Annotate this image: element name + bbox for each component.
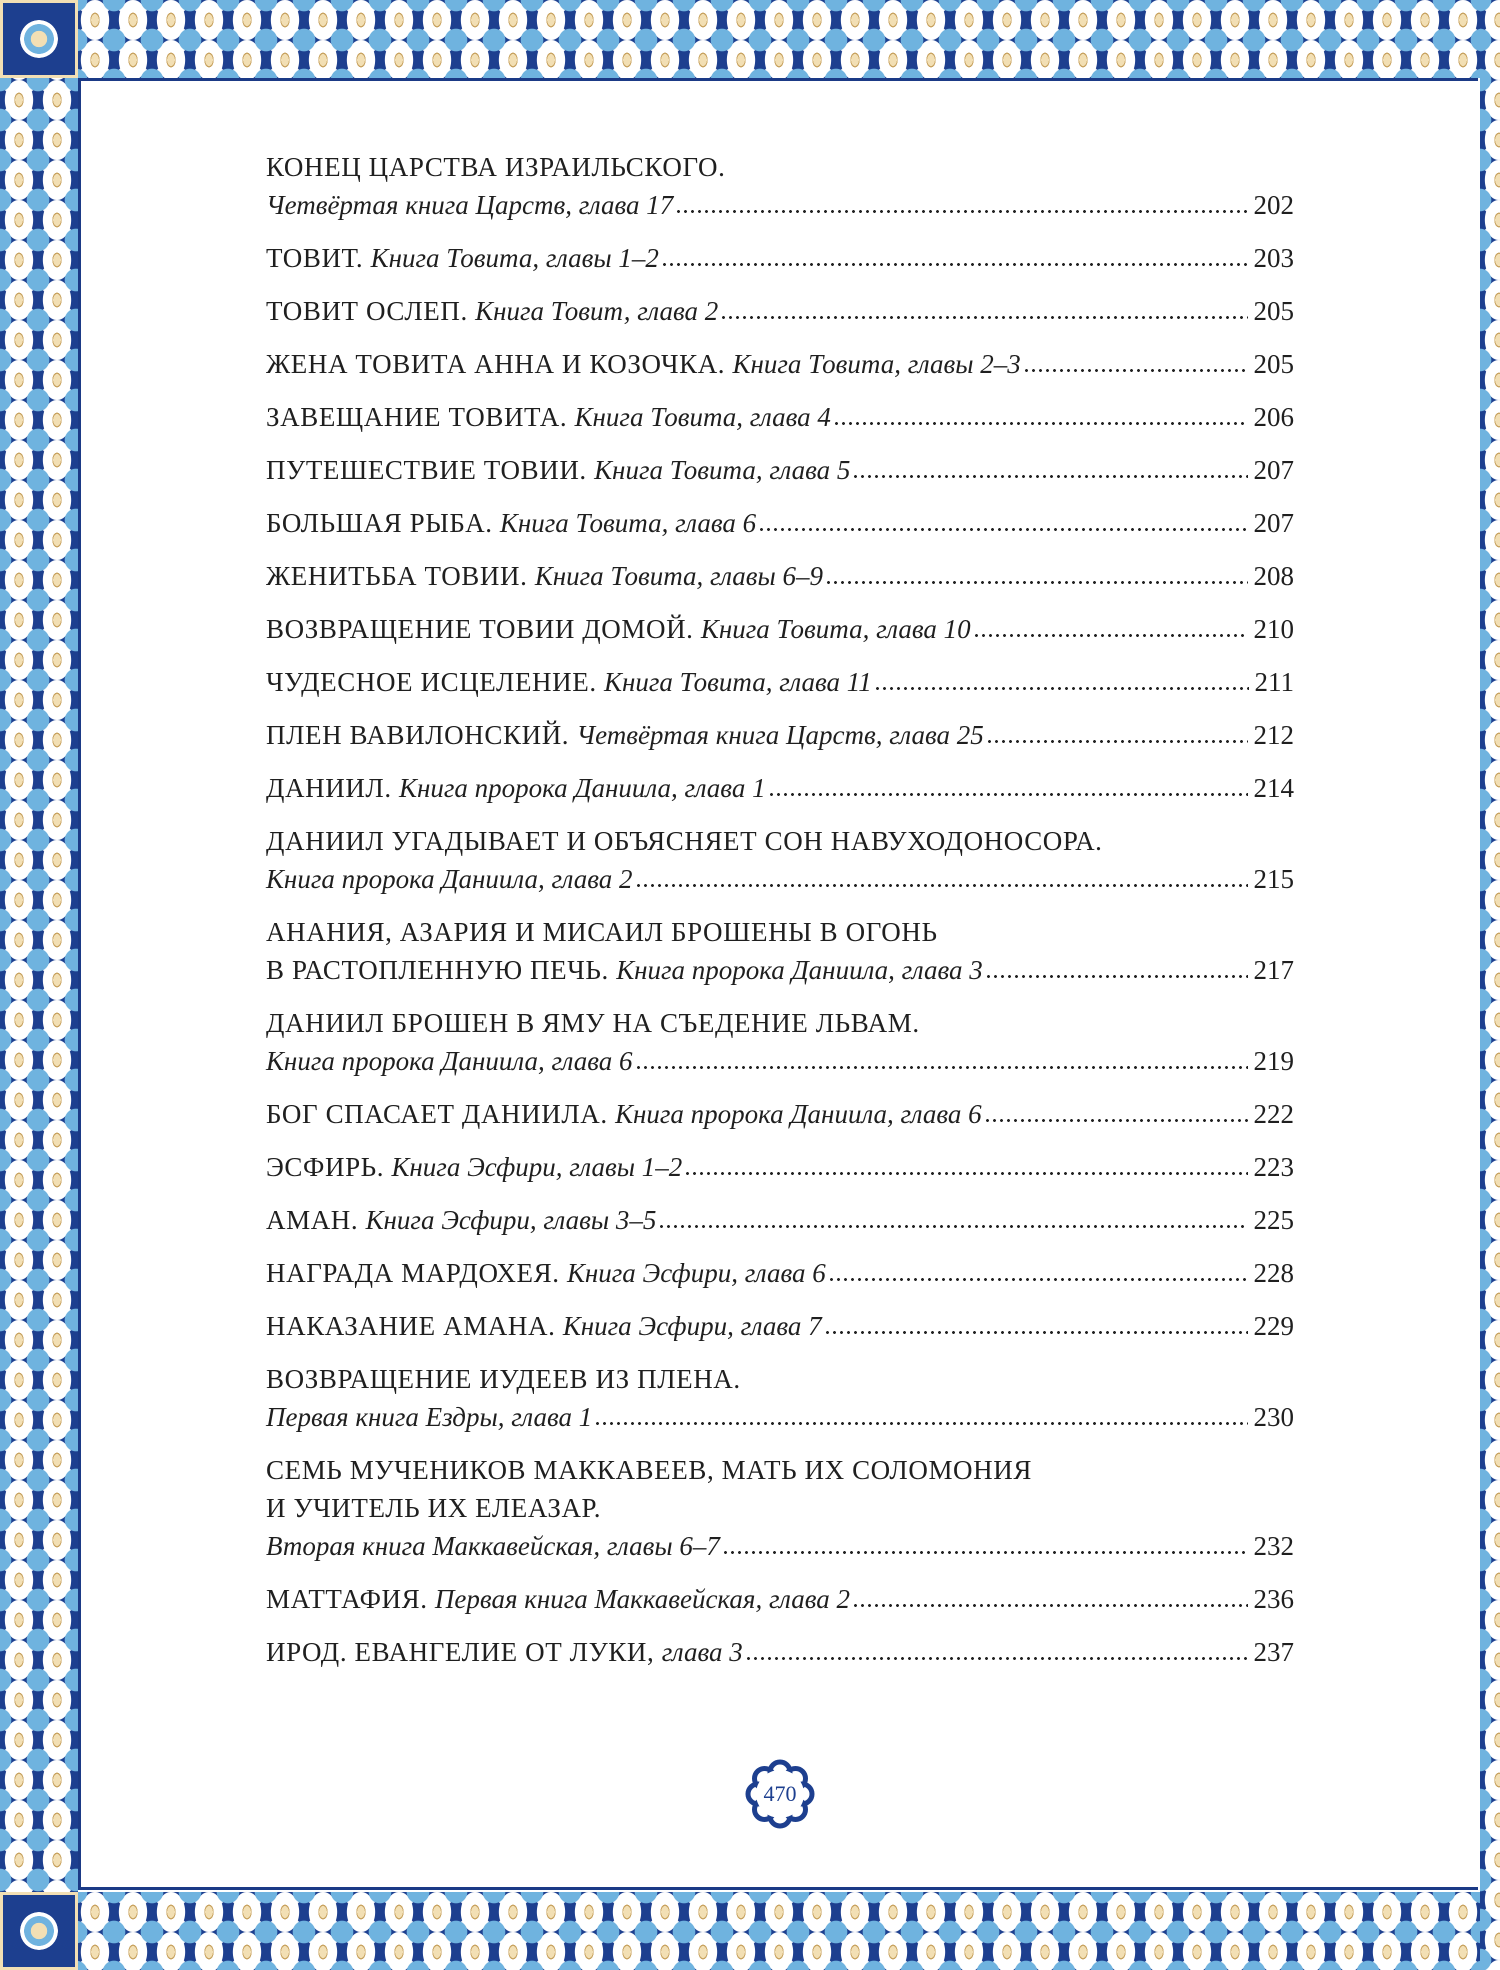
toc-entry-title: ПЛЕН ВАВИЛОНСКИЙ.: [266, 720, 577, 750]
toc-entry-line: [266, 913, 1294, 951]
toc-entry-text: [266, 1148, 682, 1186]
toc-entry-final-line: [266, 345, 1294, 383]
toc-entry-text: [266, 610, 971, 648]
toc-entry-text: [266, 860, 633, 898]
corner-ornament-icon: [0, 0, 78, 78]
toc-page-number: 207: [1253, 455, 1294, 485]
ornamental-border-left: [0, 0, 78, 1970]
page-number: 470: [763, 1781, 797, 1806]
ornamental-border-bottom: [0, 1892, 1500, 1970]
page-number-badge: [744, 1758, 816, 1830]
toc-page-number: 222: [1253, 1099, 1294, 1129]
toc-entry: [266, 1633, 1294, 1671]
toc-entry-title: МАТТАФИЯ.: [266, 1584, 435, 1614]
toc-entry-text: [266, 1364, 741, 1394]
toc-entry-final-line: [266, 951, 1294, 989]
toc-entry-text: [266, 292, 718, 330]
toc-entry-title: ДАНИИЛ.: [266, 773, 400, 803]
toc-page-number: 215: [1253, 864, 1294, 894]
toc-entry: [266, 1148, 1294, 1186]
toc-entry-final-line: [266, 504, 1294, 542]
toc-entry-reference: Книга Эсфири, глава 7: [562, 1311, 822, 1341]
toc-entry-text: [266, 152, 725, 182]
toc-page-number: 236: [1253, 1584, 1294, 1614]
toc-entry-reference: Книга Эсфири, главы 1–2: [391, 1152, 683, 1182]
toc-entry-reference: Книга пророка Даниила, глава 3: [616, 955, 983, 985]
toc-entry-title: ЭСФИРЬ.: [266, 1152, 392, 1182]
toc-entry: [266, 663, 1294, 701]
toc-entry-reference: Вторая книга Маккавейская, главы 6–7: [266, 1531, 720, 1561]
toc-entry-final-line: [266, 663, 1294, 701]
table-of-contents: [266, 148, 1294, 1686]
dot-leader: [824, 1330, 1248, 1335]
toc-page-number: 212: [1253, 720, 1294, 750]
toc-page-number: 205: [1253, 349, 1294, 379]
toc-entry-text: [266, 1455, 1032, 1485]
toc-entry-title: КОНЕЦ ЦАРСТВА ИЗРАИЛЬСКОГО.: [266, 152, 726, 182]
toc-entry-line: [266, 1004, 1294, 1042]
dot-leader: [745, 1656, 1248, 1661]
toc-entry-text: [266, 1398, 592, 1436]
toc-entry-text: [266, 663, 872, 701]
toc-entry: [266, 716, 1294, 754]
toc-entry-final-line: [266, 186, 1294, 224]
toc-entry-final-line: [266, 1148, 1294, 1186]
toc-entry-line: [266, 1489, 1294, 1527]
toc-entry-title: СЕМЬ МУЧЕНИКОВ МАККАВЕЕВ, МАТЬ ИХ СОЛОМОНИЯ: [266, 1455, 1032, 1485]
toc-entry-reference: Книга Товит, глава 2: [475, 296, 719, 326]
toc-entry-reference: Книга Товита, главы 1–2: [370, 243, 659, 273]
toc-entry-text: [266, 951, 983, 989]
toc-entry: [266, 398, 1294, 436]
toc-entry-reference: Четвёртая книга Царств, глава 17: [266, 190, 674, 220]
toc-entry: [266, 913, 1294, 989]
toc-entry-title: ДАНИИЛ УГАДЫВАЕТ И ОБЪЯСНЯЕТ СОН НАВУХОДОНОСОРА.: [266, 826, 1103, 856]
dot-leader: [973, 633, 1248, 638]
toc-entry-reference: Первая книга Маккавейская, глава 2: [434, 1584, 851, 1614]
toc-entry-text: [266, 1042, 633, 1080]
toc-entry: [266, 345, 1294, 383]
toc-entry-final-line: [266, 1398, 1294, 1436]
toc-entry-final-line: [266, 716, 1294, 754]
dot-leader: [675, 209, 1247, 214]
dot-leader: [984, 1118, 1248, 1123]
toc-entry-text: [266, 186, 673, 224]
toc-page-number: 225: [1253, 1205, 1294, 1235]
toc-page-number: 229: [1253, 1311, 1294, 1341]
dot-leader: [768, 792, 1248, 797]
toc-entry: [266, 451, 1294, 489]
toc-entry-reference: Книга Товита, главы 6–9: [534, 561, 824, 591]
toc-page-number: 230: [1253, 1402, 1294, 1432]
toc-entry-line: [266, 1451, 1294, 1489]
toc-entry-final-line: [266, 1527, 1294, 1565]
dot-leader: [825, 580, 1247, 585]
ornamental-border-top: [0, 0, 1500, 78]
toc-entry-final-line: [266, 1201, 1294, 1239]
toc-page-number: 211: [1254, 667, 1294, 697]
toc-entry-text: [266, 345, 1021, 383]
toc-entry-final-line: [266, 557, 1294, 595]
toc-entry-reference: Книга пророка Даниила, глава 2: [266, 864, 633, 894]
dot-leader: [594, 1421, 1247, 1426]
toc-entry: [266, 148, 1294, 224]
toc-entry-title: ВОЗВРАЩЕНИЕ ТОВИИ ДОМОЙ.: [266, 614, 701, 644]
toc-entry-title: НАГРАДА МАРДОХЕЯ.: [266, 1258, 567, 1288]
toc-entry-reference: Книга Товита, глава 10: [700, 614, 971, 644]
toc-entry-title: ЧУДЕСНОЕ ИСЦЕЛЕНИЕ.: [266, 667, 605, 697]
toc-entry: [266, 610, 1294, 648]
toc-entry-title: ЖЕНИТЬБА ТОВИИ.: [266, 561, 535, 591]
toc-entry-reference: Книга Товита, глава 6: [499, 508, 757, 538]
toc-entry-text: [266, 917, 938, 947]
toc-entry-text: [266, 826, 1103, 856]
toc-page-number: 203: [1253, 243, 1294, 273]
toc-entry-final-line: [266, 451, 1294, 489]
toc-entry-title: АМАН.: [266, 1205, 366, 1235]
dot-leader: [874, 686, 1249, 691]
dot-leader: [758, 527, 1247, 532]
toc-entry-title: НАКАЗАНИЕ АМАНА.: [266, 1311, 563, 1341]
toc-entry-title: ИРОД. ЕВАНГЕЛИЕ ОТ ЛУКИ,: [266, 1637, 662, 1667]
toc-page-number: 228: [1253, 1258, 1294, 1288]
toc-page-number: 232: [1253, 1531, 1294, 1561]
toc-entry: [266, 292, 1294, 330]
toc-entry-reference: Книга Эсфири, глава 6: [566, 1258, 826, 1288]
toc-entry-title: ВОЗВРАЩЕНИЕ ИУДЕЕВ ИЗ ПЛЕНА.: [266, 1364, 741, 1394]
toc-entry-line: [266, 1360, 1294, 1398]
toc-entry-text: [266, 398, 831, 436]
toc-entry: [266, 1095, 1294, 1133]
toc-entry-text: [266, 769, 766, 807]
dot-leader: [852, 474, 1247, 479]
toc-entry-reference: Книга Товита, глава 5: [594, 455, 851, 485]
toc-entry: [266, 1201, 1294, 1239]
dot-leader: [833, 421, 1248, 426]
toc-entry-reference: Книга пророка Даниила, глава 6: [615, 1099, 982, 1129]
corner-ornament-icon: [0, 1892, 78, 1970]
dot-leader: [828, 1277, 1248, 1282]
toc-page-number: 217: [1253, 955, 1294, 985]
toc-entry-reference: Книга Товита, глава 11: [604, 667, 872, 697]
toc-entry: [266, 1307, 1294, 1345]
toc-entry-text: [266, 1095, 982, 1133]
dot-leader: [986, 739, 1248, 744]
ornamental-border-right: [1480, 0, 1500, 1970]
toc-entry: [266, 239, 1294, 277]
toc-entry-reference: Книга Эсфири, главы 3–5: [365, 1205, 657, 1235]
toc-page-number: 223: [1253, 1152, 1294, 1182]
toc-page-number: 219: [1253, 1046, 1294, 1076]
toc-entry-reference: глава 3: [661, 1637, 743, 1667]
toc-entry-text: [266, 1493, 601, 1523]
toc-entry: [266, 504, 1294, 542]
toc-entry: [266, 557, 1294, 595]
dot-leader: [722, 1550, 1248, 1555]
toc-entry-title: АНАНИЯ, АЗАРИЯ И МИСАИЛ БРОШЕНЫ В ОГОНЬ: [266, 917, 938, 947]
dot-leader: [661, 262, 1248, 267]
dot-leader: [635, 1065, 1248, 1070]
toc-page-number: 205: [1253, 296, 1294, 326]
toc-page-number: 214: [1253, 773, 1294, 803]
dot-leader: [1023, 368, 1248, 373]
toc-entry: [266, 1580, 1294, 1618]
toc-page-number: 207: [1253, 508, 1294, 538]
toc-entry-title: В РАСТОПЛЕННУЮ ПЕЧЬ.: [266, 955, 617, 985]
toc-entry: [266, 1254, 1294, 1292]
toc-entry-title: БОЛЬШАЯ РЫБА.: [266, 508, 500, 538]
toc-entry-text: [266, 1633, 743, 1671]
toc-entry-title: ПУТЕШЕСТВИЕ ТОВИИ.: [266, 455, 595, 485]
toc-page-number: 206: [1253, 402, 1294, 432]
dot-leader: [852, 1603, 1247, 1608]
toc-entry-text: [266, 1307, 822, 1345]
toc-entry-final-line: [266, 1633, 1294, 1671]
toc-entry-final-line: [266, 239, 1294, 277]
dot-leader: [684, 1171, 1247, 1176]
toc-entry-reference: Четвёртая книга Царств, глава 25: [576, 720, 984, 750]
dot-leader: [635, 883, 1248, 888]
toc-entry-text: [266, 1201, 656, 1239]
toc-entry-text: [266, 557, 823, 595]
toc-entry-text: [266, 1527, 720, 1565]
toc-entry-title: ДАНИИЛ БРОШЕН В ЯМУ НА СЪЕДЕНИЕ ЛЬВАМ.: [266, 1008, 920, 1038]
toc-entry-reference: Книга Товита, глава 4: [574, 402, 831, 432]
toc-entry-text: [266, 504, 756, 542]
toc-entry-title: ЗАВЕЩАНИЕ ТОВИТА.: [266, 402, 575, 432]
dot-leader: [720, 315, 1247, 320]
toc-entry-reference: Книга пророка Даниила, глава 6: [266, 1046, 633, 1076]
toc-entry-reference: Книга Товита, главы 2–3: [732, 349, 1021, 379]
toc-entry-text: [266, 1580, 850, 1618]
toc-entry-text: [266, 716, 984, 754]
toc-entry-reference: Книга пророка Даниила, глава 1: [399, 773, 766, 803]
toc-entry-title: ТОВИТ ОСЛЕП.: [266, 296, 476, 326]
dot-leader: [658, 1224, 1247, 1229]
toc-page-number: 208: [1253, 561, 1294, 591]
toc-entry: [266, 769, 1294, 807]
toc-entry: [266, 822, 1294, 898]
toc-entry-text: [266, 451, 850, 489]
toc-entry-final-line: [266, 860, 1294, 898]
toc-entry-final-line: [266, 610, 1294, 648]
toc-entry-line: [266, 148, 1294, 186]
toc-entry-text: [266, 239, 659, 277]
toc-entry-final-line: [266, 769, 1294, 807]
toc-entry-final-line: [266, 1254, 1294, 1292]
toc-entry-text: [266, 1254, 826, 1292]
toc-entry-title: И УЧИТЕЛЬ ИХ ЕЛЕАЗАР.: [266, 1493, 602, 1523]
toc-entry-text: [266, 1008, 920, 1038]
toc-entry: [266, 1360, 1294, 1436]
toc-entry-final-line: [266, 1042, 1294, 1080]
toc-page-number: 202: [1253, 190, 1294, 220]
toc-entry-final-line: [266, 1307, 1294, 1345]
toc-entry-final-line: [266, 292, 1294, 330]
toc-entry-line: [266, 822, 1294, 860]
toc-entry-final-line: [266, 1580, 1294, 1618]
toc-page-number: 237: [1253, 1637, 1294, 1667]
toc-entry-final-line: [266, 1095, 1294, 1133]
toc-entry: [266, 1451, 1294, 1565]
toc-entry: [266, 1004, 1294, 1080]
toc-entry-final-line: [266, 398, 1294, 436]
toc-entry-reference: Первая книга Ездры, глава 1: [266, 1402, 593, 1432]
toc-page-number: 210: [1253, 614, 1294, 644]
toc-entry-title: ЖЕНА ТОВИТА АННА И КОЗОЧКА.: [266, 349, 733, 379]
dot-leader: [985, 974, 1248, 979]
toc-entry-title: БОГ СПАСАЕТ ДАНИИЛА.: [266, 1099, 616, 1129]
toc-entry-title: ТОВИТ.: [266, 243, 371, 273]
